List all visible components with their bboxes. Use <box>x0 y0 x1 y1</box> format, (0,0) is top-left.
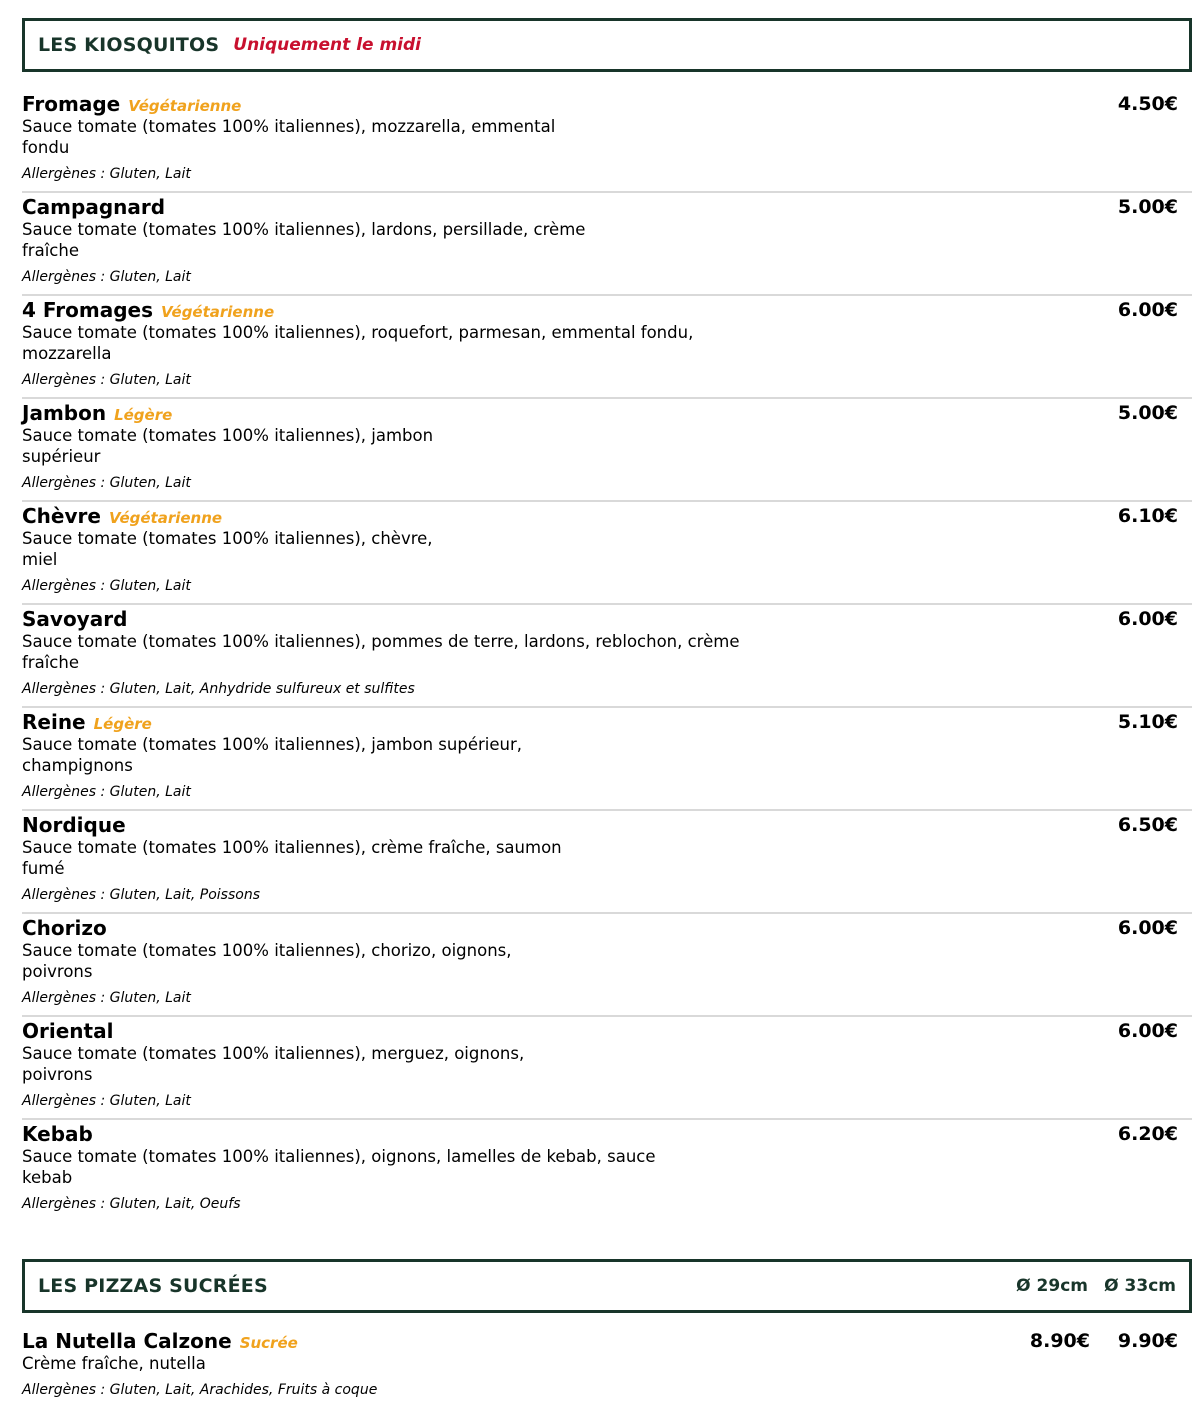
item-description: Sauce tomate (tomates 100% italiennes), chorizo, oignons, poivrons <box>22 941 512 981</box>
item-allergens: Allergènes : Gluten, Lait, Arachides, Fruits à coque <box>22 1382 378 1398</box>
item-name: Chèvre <box>22 504 101 528</box>
item-name: Jambon <box>22 401 107 425</box>
menu-item <box>22 399 1192 502</box>
size-headers <box>1008 1276 1176 1296</box>
item-description: Sauce tomate (tomates 100% italiennes), merguez, oignons, poivrons <box>22 1044 525 1084</box>
item-allergens: Allergènes : Gluten, Lait <box>22 784 191 800</box>
item-name: Kebab <box>22 1122 93 1146</box>
item-name: Reine <box>22 710 86 734</box>
item-allergens: Allergènes : Gluten, Lait, Poissons <box>22 887 260 903</box>
item-description: Sauce tomate (tomates 100% italiennes), jambon supérieur <box>22 426 434 466</box>
item-price: 5.00€ <box>1117 196 1178 218</box>
section-title: LES KIOSQUITOS <box>38 34 220 56</box>
item-allergens: Allergènes : Gluten, Lait <box>22 475 191 491</box>
item-tag: Légère <box>93 715 152 733</box>
item-name: Savoyard <box>22 607 128 631</box>
item-prices <box>1010 1329 1178 1353</box>
item-price: 5.10€ <box>1117 711 1178 733</box>
item-price: 6.10€ <box>1117 505 1178 527</box>
menu-item <box>22 914 1192 1017</box>
menu-item <box>22 90 1192 193</box>
item-allergens: Allergènes : Gluten, Lait, Oeufs <box>22 1196 241 1212</box>
item-tag: Végétarienne <box>128 97 242 115</box>
item-name: Oriental <box>22 1019 114 1043</box>
item-allergens: Allergènes : Gluten, Lait <box>22 990 191 1006</box>
item-allergens: Allergènes : Gluten, Lait <box>22 269 191 285</box>
menu-item <box>22 1313 1192 1399</box>
item-description: Crème fraîche, nutella <box>22 1354 206 1373</box>
item-name: Fromage <box>22 92 121 116</box>
menu-item <box>22 193 1192 296</box>
item-price: 6.00€ <box>1117 1020 1178 1042</box>
size-33cm-label: Ø 33cm <box>1104 1276 1176 1296</box>
item-allergens: Allergènes : Gluten, Lait <box>22 372 191 388</box>
menu-item <box>22 296 1192 399</box>
item-name: Nordique <box>22 813 126 837</box>
item-tag: Végétarienne <box>108 509 223 527</box>
item-description: Sauce tomate (tomates 100% italiennes), crème fraîche, saumon fumé <box>22 838 562 878</box>
item-price: 5.00€ <box>1117 402 1178 424</box>
item-description: Sauce tomate (tomates 100% italiennes), lardons, persillade, crème fraîche <box>22 220 586 260</box>
kiosquitos-list <box>22 90 1192 1223</box>
item-allergens: Allergènes : Gluten, Lait, Anhydride sulfureux et sulfites <box>22 681 415 697</box>
item-name: 4 Fromages <box>22 298 153 322</box>
item-price: 6.00€ <box>1117 299 1178 321</box>
menu-item <box>22 605 1192 708</box>
section-title: LES PIZZAS SUCRÉES <box>38 1275 268 1297</box>
item-description: Sauce tomate (tomates 100% italiennes), roquefort, parmesan, emmental fondu, mozzarella <box>22 323 694 363</box>
item-tag: Sucrée <box>239 1334 298 1352</box>
menu-item <box>22 502 1192 605</box>
item-description: Sauce tomate (tomates 100% italiennes), jambon supérieur, champignons <box>22 735 522 775</box>
menu-item <box>22 1017 1192 1120</box>
item-price: 6.00€ <box>1117 608 1178 630</box>
item-description: Sauce tomate (tomates 100% italiennes), oignons, lamelles de kebab, sauce kebab <box>22 1147 656 1187</box>
menu-item <box>22 811 1192 914</box>
item-price: 4.50€ <box>1117 93 1178 115</box>
price-33cm: 9.90€ <box>1117 1330 1178 1352</box>
section-header-kiosquitos <box>22 18 1192 72</box>
item-description: Sauce tomate (tomates 100% italiennes), chèvre, miel <box>22 529 433 569</box>
size-29cm-label: Ø 29cm <box>1016 1276 1088 1296</box>
item-allergens: Allergènes : Gluten, Lait <box>22 1093 191 1109</box>
item-name: Chorizo <box>22 916 107 940</box>
item-price: 6.00€ <box>1117 917 1178 939</box>
menu-item <box>22 1120 1192 1223</box>
section-note: Uniquement le midi <box>233 35 422 55</box>
item-description: Sauce tomate (tomates 100% italiennes), pommes de terre, lardons, reblochon, crème fraîche <box>22 632 740 672</box>
item-name: La Nutella Calzone <box>22 1329 232 1353</box>
item-allergens: Allergènes : Gluten, Lait <box>22 578 191 594</box>
item-name: Campagnard <box>22 195 166 219</box>
item-price: 6.50€ <box>1117 814 1178 836</box>
item-description: Sauce tomate (tomates 100% italiennes), mozzarella, emmental fondu <box>22 117 556 157</box>
item-tag: Légère <box>114 406 173 424</box>
section-header-pizzas-sucrees <box>22 1259 1192 1313</box>
item-price: 6.20€ <box>1117 1123 1178 1145</box>
price-29cm: 8.90€ <box>1029 1330 1090 1352</box>
menu-item <box>22 708 1192 811</box>
item-tag: Végétarienne <box>161 303 275 321</box>
item-allergens: Allergènes : Gluten, Lait <box>22 166 191 182</box>
